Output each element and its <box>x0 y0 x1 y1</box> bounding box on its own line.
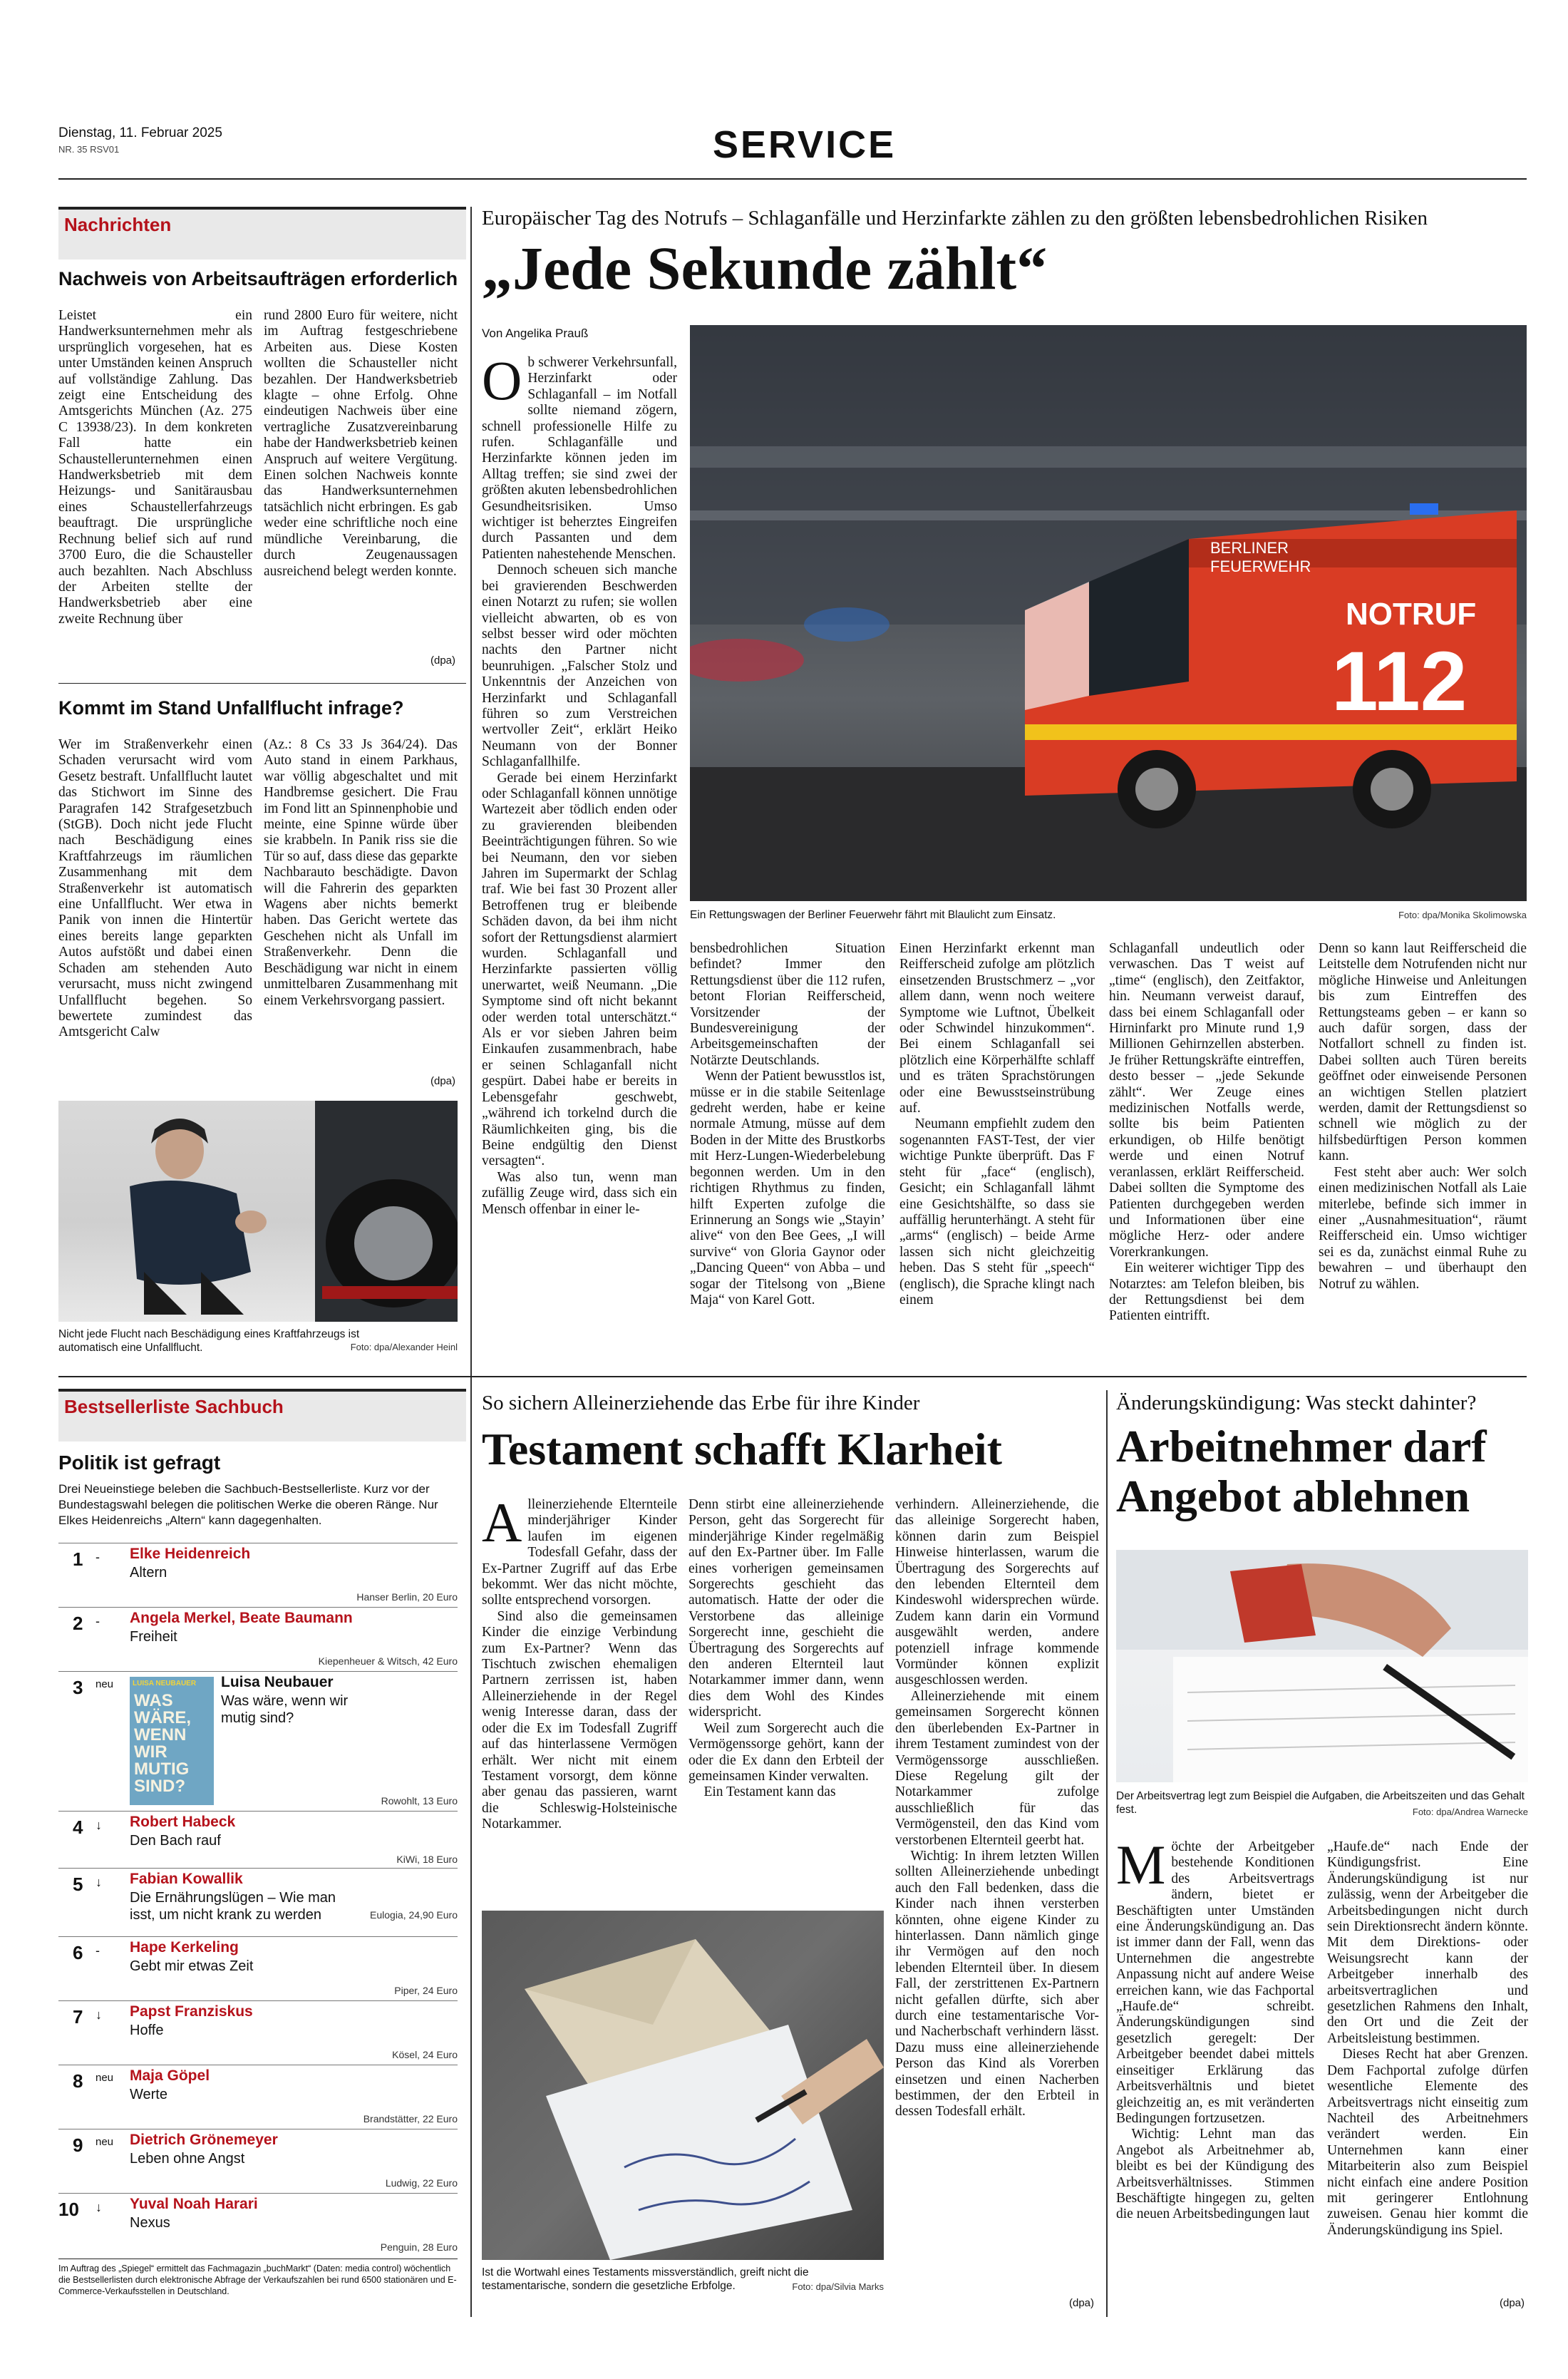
testament-col3-p1: verhindern. Alleinerziehende, die das alleinige Sorgerecht haben, können darin zum Beispiel Hinweise hinterlassen, warum die Übertragung des Sorgerechts auf den lebenden Elternteil dem Kindeswohl widersprechen würde. Zudem kann darin ein Vormund ausgewählt werden, andere potenziell infrage kommende Vormünder können explizit ausgeschlossen werden. <box>895 1497 1099 1688</box>
entry-title: Altern <box>130 1565 167 1581</box>
entry-title: Nexus <box>130 2215 170 2231</box>
entry-rank: 7 <box>73 2006 83 2028</box>
lead-col5-p1: Denn so kann laut Reifferscheid die Leitstelle dem Notrufenden nicht nur mögliche Hinweise und Anleitungen bis zum Eintreffen des Rettungsteams geben – er kann so auch dafür sorgen, dass der Notfallort schnell zu finden ist. Dabei sollten auch Türen bereits geöffnet oder einweisende Personen an wichtigen Stellen platziert werden, damit der Rettungsdienst so schnell wie möglich zu der hilfsbedürftigen Person kommen kann. <box>1319 941 1527 1164</box>
lead-photo-illustration <box>690 325 1527 901</box>
testament-kicker: So sichern Alleinerziehende das Erbe für ihre Kinder <box>482 1392 920 1414</box>
testament-photo-caption: Ist die Wortwahl eines Testaments missverständlich, greift nicht die testamentarische, sondern die gesetzliche Erbfolge. <box>482 2266 809 2292</box>
entry-author: Luisa Neubauer <box>221 1674 334 1690</box>
testament-col1 <box>482 1497 677 1901</box>
lead-col1-p2: Dennoch scheuen sich manche bei gravierenden Beschwerden einen Notarzt zu rufen; sie wollen vielleicht abwarten, ob es von selbst besser wird oder möchten nachts den Partner nicht beunruhigen. „Falscher Stolz und Unkenntnis der Anzeichen von Herzinfarkt und Schlaganfall führen so zum Verstreichen wertvoller Zeit“, erklärt Heiko Neumann von der Bonner Schlaganfallhilfe. <box>482 562 677 770</box>
news-item2-text2: (Az.: 8 Cs 33 Js 364/24). Das Auto stand in einem Parkhaus, war völlig abgeschaltet und mit Handbremse gesichert. Die Frau im Fond litt an Spinnenphobie und meinte, eine Spinne würde über sie krabbeln. In Panik riss sie die Tür so auf, dass diese das geparkte Nachbarauto beschädigte. Davon will die Fahrerin des geparkten Wagens aber nichts bemerkt haben. Das Gericht wertete das Geschehen nicht als Unfall im Straßenverkehr. Denn die Beschädigung war nicht in einem unmittelbaren Zusammenhang mit einem Verkehrsvorgang passiert. <box>264 737 458 1008</box>
news-item1-text1: Leistet ein Handwerksunternehmen mehr als ursprünglich vorgesehen, hat es unter Umständen keinen Anspruch auf vollständige Zahlung. Das zeigt eine Entscheidung des Amtsgerichts München (Az. 275 C 13938/23). In dem konkreten Fall hatte ein Schaustellerunternehmen einen Handwerksbetrieb mit dem Heizungs- und Sanitärausbau eines Schaustellerfahrzeugs beauftragt. Die ursprüngliche Rechnung belief sich auf rund 3700 Euro, die die Schausteller auch bezahlten. Nach Abschluss der Arbeiten stellte der Handwerksbetrieb aber eine zweite Rechnung über <box>58 308 252 627</box>
entry-trend: neu <box>96 2072 114 2084</box>
list-item <box>58 2003 458 2060</box>
entry-rank: 3 <box>73 1677 83 1698</box>
entry-author: Angela Merkel, Beate Baumann <box>130 1610 353 1626</box>
entry-title: Gebt mir etwas Zeit <box>130 1958 254 1974</box>
lead-photo-caption: Ein Rettungswagen der Berliner Feuerwehr fährt mit Blaulicht zum Einsatz. <box>690 909 1056 921</box>
kuendigung-headline: Arbeitnehmer darf Angebot ablehnen <box>1116 1421 1487 1521</box>
book-cover-title: WAS WÄRE, WENN WIR MUTIG SIND? <box>134 1691 191 1796</box>
entry-trend: neu <box>96 2136 114 2148</box>
entry-publisher: Hanser Berlin, 20 Euro <box>356 1591 458 1603</box>
news-photo-caption: Nicht jede Flucht nach Beschädigung eines Kraftfahrzeugs ist automatisch eine Unfallflucht. <box>58 1328 360 1354</box>
lead-col1-p4: Was also tun, wenn man zufällig Zeuge wird, dass sich ein Mensch offenbar in einer le- <box>482 1169 677 1217</box>
kuendigung-dropcap: M <box>1116 1839 1166 1896</box>
news-item1-col2 <box>264 308 458 672</box>
entry-trend: ↓ <box>96 2200 102 2214</box>
lead-col2-p1: bensbedrohlichen Situation befindet? Immer den Rettungsdienst über die 112 rufen, betont Florian Reifferscheid, Vorsitzender der Bundesvereinigung der Arbeitsgemeinschaften der Notärzte Deutschlands. <box>690 941 885 1068</box>
bestseller-list <box>58 1543 458 2256</box>
lead-headline: „Jede Sekunde zählt“ <box>482 234 1048 302</box>
lead-col1-p3: Gerade bei einem Herzinfarkt oder Schlaganfall können unnötige Wartezeit aber tödlich enden oder zu gravierenden bleibenden Beeinträchtigungen führen. So wie bei Neumann, den vor sieben Jahren im Supermarkt der Schlag traf. Wie bei fast 30 Prozent aller Betroffenen trug er bleibende Schäden davon, da bei ihm nicht sofort der Rettungsdienst alarmiert wurden. Schlaganfall und Herzinfarkte passierten völlig unerwartet, weiß Neumann. „Die Symptome sind oft nicht bekannt oder werden total unterschätzt.“ Als er vor sieben Jahren beim Einkaufen zusammenbrach, habe er seinen Schlaganfall nicht gespürt. Dabei habe er bereits in Lebensgefahr geschwebt, „während ich torkelnd durch die Räumlichkeiten ging, bis die Beine endgültig den Dienst versagten“. <box>482 770 677 1169</box>
lead-photo-credit: Foto: dpa/Monika Skolimowska <box>1398 910 1527 920</box>
entry-author: Elke Heidenreich <box>130 1546 251 1562</box>
entry-divider <box>58 1936 458 1937</box>
entry-trend: ↓ <box>96 1818 102 1832</box>
lead-col3 <box>899 941 1095 1336</box>
entry-rank: 4 <box>73 1817 83 1838</box>
entry-publisher: Rowohlt, 13 Euro <box>381 1795 458 1807</box>
entry-rank: 1 <box>73 1548 83 1570</box>
entry-author: Hape Kerkeling <box>130 1939 239 1956</box>
lead-col4 <box>1109 941 1304 1336</box>
testament-col1-text1: lleinerziehende Elternteile minderjähriger Kinder laufen im eigenen Todesfall Gefahr, dass der Ex-Partner Zugriff auf das Erbe bekommt. Wer das nicht möchte, sollte entsprechend vorsorgen. <box>482 1497 677 1608</box>
bestseller-header: Bestsellerliste Sachbuch <box>64 1396 284 1417</box>
entry-trend: neu <box>96 1678 114 1690</box>
entry-divider <box>58 1868 458 1869</box>
lead-kicker: Europäischer Tag des Notrufs – Schlaganfälle und Herzinfarkte zählen zu den größten lebensbedrohlichen Risiken <box>482 207 1428 230</box>
entry-trend: - <box>96 1943 100 1958</box>
kuendigung-agency: (dpa) <box>1500 2297 1525 2309</box>
bestseller-header-bar <box>58 1389 466 1442</box>
testament-col3 <box>895 1497 1099 2310</box>
news-header: Nachrichten <box>64 214 172 235</box>
entry-publisher: Kösel, 24 Euro <box>392 2049 458 2060</box>
entry-title: Die Ernährungslügen – Wie man isst, um nicht krank zu werden <box>130 1890 336 1923</box>
testament-agency: (dpa) <box>1069 2297 1095 2309</box>
list-item <box>58 1610 458 1667</box>
section-title: SERVICE <box>713 123 897 166</box>
list-item <box>58 1814 458 1865</box>
entry-publisher: Eulogia, 24,90 Euro <box>370 1909 458 1921</box>
entry-title: Leben ohne Angst <box>130 2151 245 2167</box>
entry-rank: 5 <box>73 1874 83 1895</box>
list-item <box>58 1871 458 1935</box>
divider-right <box>1106 1390 1108 2317</box>
kuendigung-photo <box>1116 1550 1528 1782</box>
list-item <box>58 1939 458 1996</box>
entry-title: Was wäre, wenn wir mutig sind? <box>221 1693 349 1726</box>
kuendigung-col1-p2: Wichtig: Lehnt man das Angebot als Arbeitnehmer ab, bleibt es bei der Kündigung des Arbeitsverhältnisses. Stimmen Beschäftigte hingegen zu, gelten die neuen Arbeitsbedingungen laut <box>1116 2127 1314 2222</box>
lead-col4-p1: Schlaganfall undeutlich oder verwaschen. Das T weist auf „time“ (englisch), den Zeitfaktor, hin. Neumann verweist darauf, dass bei einem Schlaganfall oder Hirninfarkt pro Minute rund 1,9 Millionen Gehirnzellen absterben. Je früher Rettungskräfte eintreffen, desto besser – „jede Sekunde zählt“. Wer Zeuge eines medizinischen Notfalls werde, sollte bis beim Patienten erkundigen, ob Hilfe benötigt werde und einen Notruf veranlassen, erklärt Reifferscheid. Dabei sollten die Symptome des Patienten durchgegeben werden und Informationen über eine mögliche Herz- oder andere Vorerkrankungen. <box>1109 941 1304 1260</box>
entry-divider <box>58 2193 458 2194</box>
kuendigung-col1-text1: öchte der Arbeitgeber bestehende Konditionen des Arbeitsvertrags ändern, bietet er Beschäftigten unter Umständen eine Änderungskündigung an. Das ist immer dann der Fall, wenn das Unternehmen die angestrebte Anpassung nicht auf andere Weise erreichen kann, wie das Fachportal „Haufe.de“ schreibt. Änderungskündigungen sind gesetzlich geregelt: Der Arbeitgeber beendet dabei mittels einseitiger Erklärung das Arbeitsverhältnis und bietet gleichzeitig an, es mit veränderten Bedingungen fortzusetzen. <box>1116 1839 1314 2126</box>
testament-dropcap: A <box>482 1497 522 1553</box>
kuendigung-col1 <box>1116 1839 1314 2310</box>
lead-col3-p1: Einen Herzinfarkt erkennt man Reifferscheid zufolge am plötzlich einsetzenden Brustschmerz – „vor allem dann, wenn noch weitere Symptome wie Luftnot, Übelkeit oder Schwindel hinzukommen“. Bei einem Schlaganfall sei plötzlich eine Körperhälfte schlaff und es träten Sprachstörungen oder eine Bewusstseinstrübung auf. <box>899 941 1095 1116</box>
entry-publisher: Penguin, 28 Euro <box>380 2241 458 2253</box>
entry-author: Dietrich Grönemeyer <box>130 2132 278 2148</box>
lead-col2-p2: Wenn der Patient bewusstlos ist, müsse er in die stabile Seitenlage gedreht werden, habe er keine normale Atmung, müsse auf dem Boden in der Mitte des Brustkorbs mit Herz-Lungen-Wiederbelebung begonnen werden. Um in den richtigen Rhythmus zu finden, hilft Experten zufolge die Erinnerung an Songs wie „Stayin’ alive“ von den Bee Gees, „I will survive“ von Gloria Gaynor oder „Dancing Queen“ von Abba – und sogar der Titelsong von „Biene Maja“ von Karel Gott. <box>690 1069 885 1307</box>
kuendigung-photo-credit: Foto: dpa/Andrea Warnecke <box>1412 1807 1528 1817</box>
news-item2-agency: (dpa) <box>430 1075 456 1087</box>
list-item <box>58 2067 458 2124</box>
news-item2-text1: Wer im Straßenverkehr einen Schaden verursacht wird vom Gesetz bestraft. Unfallflucht lautet das Stichwort im Sinne des Paragrafen 142 Strafgesetzbuch (StGB). Doch nicht jede Flucht nach Beschädigung eines Kraftfahrzeugs im räumlichen Zusammenhang mit dem Straßenverkehr ist automatisch eine Unfallflucht. Wer etwa in Panik von innen die Hintertür eines bereits lange geparkten Autos aufstößt und dabei einen Schaden am stehenden Auto verursacht, muss nicht zwingend Unfallflucht begehen. So bewertete zumindest das Amtsgericht Calw <box>58 737 252 1040</box>
testament-col2-p3: Ein Testament kann das <box>703 1784 836 1800</box>
news-item2-col2 <box>264 737 458 1094</box>
entry-trend: ↓ <box>96 2008 102 2022</box>
entry-publisher: Brandstätter, 22 Euro <box>363 2113 458 2124</box>
ambulance-label-4: 112 <box>1331 634 1468 729</box>
ambulance-label-2: FEUERWEHR <box>1210 558 1311 575</box>
bestseller-intro: Drei Neueinstiege beleben die Sachbuch-Bestsellerliste. Kurz vor der Bundestagswahl belegen die politischen Werke die oberen Ränge. Nur Elkes Heidenreichs „Altern“ kann dagegenhalten. <box>58 1482 438 1527</box>
lead-col1-text1: b schwerer Verkehrsunfall, Herzinfarkt oder Schlaganfall – im Notfall sollte niemand zögern, schnell professionelle Hilfe zu rufen. Schlaganfälle und Herzinfarkte können jeden im Alltag treffen; sie sind zwei der größten akuten lebensbedrohlichen Gesundheitsrisiken. Umso wichtiger ist beherztes Eingreifen durch Passanten und dem Patienten nahestehende Menschen. <box>482 355 677 562</box>
entry-author: Fabian Kowallik <box>130 1871 243 1887</box>
entry-divider <box>58 1811 458 1812</box>
testament-headline: Testament schafft Klarheit <box>482 1424 1002 1474</box>
entry-rank: 9 <box>73 2134 83 2156</box>
bestseller-footnote: Im Auftrag des „Spiegel“ ermittelt das Fachmagazin „buchMarkt“ (Daten: media control) wöchentlich die Bestsellerlisten durch elektronische Abfrage der Verkaufszahlen bei rund 6500 stationären und E-Commerce-Verkaufsstellen in Deutschland. <box>58 2264 457 2296</box>
divider-left <box>470 207 472 2317</box>
entry-rank: 10 <box>58 2199 79 2220</box>
testament-photo-credit: Foto: dpa/Silvia Marks <box>792 2281 884 2292</box>
entry-trend: - <box>96 1550 100 1564</box>
entry-title: Werte <box>130 2087 167 2102</box>
entry-author: Yuval Noah Harari <box>130 2196 258 2212</box>
entry-author: Maja Göpel <box>130 2067 210 2084</box>
news-item1-col1 <box>58 308 252 672</box>
entry-trend: - <box>96 1614 100 1628</box>
ambulance-label-1: BERLINER <box>1210 539 1289 557</box>
news-rule <box>58 683 466 684</box>
lead-byline: Von Angelika Prauß <box>482 327 589 340</box>
kuendigung-col2-p1: „Haufe.de“ nach Ende der Kündigungsfrist. Eine Änderungskündigung ist nur zulässig, wenn der Arbeitgeber die Arbeitsbedingungen nicht durch sein Direktionsrecht ändern könnte. Mit dem Direktions- oder Weisungsrecht kann der Arbeitgeber innerhalb des arbeitsvertraglichen und gesetzlichen Rahmens den Inhalt, den Ort und die Zeit der Arbeitsleistung bestimmen. <box>1327 1839 1528 2046</box>
testament-col3-p2: Alleinerziehende mit einem gemeinsamen Sorgerecht können den überlebenden Ex-Partner in ihrem Testament zumindest von der Vermögenssorge ausschließen. Diese Regelung gilt der Notarkammer zufolge ausschließlich für das Vermögensteil, den das Kind vom verstorbenen Elternteil geerbt hat. <box>895 1688 1099 1848</box>
testament-col1-p1 <box>482 1497 677 1609</box>
lead-col5-p2: Fest steht aber auch: Wer solch einen medizinischen Notfall als Laie miterlebe, befinde sich immer in einer „Ausnahmesituation“, räumt Reifferscheid ein. Umso wichtiger sei es da, zunächst einmal Ruhe zu bewahren – und überhaupt den Notruf zu wählen. <box>1319 1164 1527 1292</box>
testament-col2-p1: Denn stirbt eine alleinerziehende Person, geht das Sorgerecht für minderjährige Kinder regelmäßig auf den Ex-Partner über. Im Falle eines vorherigen gemeinsamen Sorgerechts geschieht das automatisch. Hatte der oder die Verstorbene das alleinige Sorgerecht inne, geschieht die Übertragung des Sorgerechts auf den anderen Elternteil laut Notarkammer immer dann, wenn dies dem Wohl des Kindes widerspricht. <box>688 1497 884 1720</box>
masthead-date: Dienstag, 11. Februar 2025 <box>58 125 222 140</box>
news-item1-text2: rund 2800 Euro für weitere, nicht im Auftrag festgeschriebene Arbeiten aus. Diese Kosten wollten die Schausteller nicht bezahlen. Der Handwerksbetrieb klagte – ohne Erfolg. Ohne eindeutigen Nachweis über eine vertragliche Zusatzvereinbarung habe der Handwerksbetrieb keinen Anspruch auf weitere Vergütung. Einen solchen Nachweis konnte das Handwerksunternehmen tatsächlich nicht erbringen. Es gab weder eine schriftliche noch eine mündliche Vereinbarung, die durch Zeugenaussagen ausreichend belegt werden konnte. <box>264 308 458 579</box>
testament-col2 <box>688 1497 884 1901</box>
testament-col1-p2: Sind also die gemeinsamen Kinder die einzige Verbindung zum Ex-Partner? Wenn das Tischtuch zwischen ehemaligen Partnern zerrissen ist, haben Alleinerziehende in der Regel wenig Interesse daran, dass der oder die Ex im Todesfall Zugriff auf das hinterlassene Vermögen erhält. Wer nicht mit einem Testament vorsorgt, dem könne aber genau das passieren, warnt die Schleswig-Holsteinische Notarkammer. <box>482 1608 677 1832</box>
entry-title: Den Bach rauf <box>130 1833 221 1849</box>
entry-publisher: Piper, 24 Euro <box>394 1985 458 1996</box>
kuendigung-col2-p2: Dieses Recht hat aber Grenzen. Dem Fachportal zufolge dürfen wesentliche Elemente des Arbeitsvertrags nicht einseitig zum Nachteil des Arbeitnehmers verändert werden. Ein Unternehmen kann einer Mitarbeiterin also zum Beispiel nicht einfach eine andere Position mit geringerer Entlohnung zuweisen. Genau hier kommt die Änderungskündigung ins Spiel. <box>1327 2047 1528 2238</box>
entry-title: Freiheit <box>130 1629 177 1645</box>
list-item <box>58 2196 458 2253</box>
lead-col1-p1 <box>482 355 677 562</box>
book-cover-author: LUISA NEUBAUER <box>133 1680 197 1687</box>
testament-photo <box>482 1911 884 2260</box>
entry-publisher: Kiepenheuer & Witsch, 42 Euro <box>318 1655 458 1667</box>
lead-photo <box>690 325 1527 901</box>
list-item <box>58 1546 458 1603</box>
testament-col3-p3: Wichtig: In ihrem letzten Willen sollten Alleinerziehende unbedingt auch den Fall bedenken, dass die Kinder nach ihnen versterben könnten, ohne eigene Kinder zu hinterlassen. Dann nämlich ginge ihr Vermögen auf den noch lebenden Elternteil über. In diesem Fall, der zerstrittenen Ex-Partnern nicht gefallen dürfte, sich aber durch eine testamentarische Vor- und Nacherbschaft verhindern lässt. Dazu muss eine alleinerziehende Person das Kind als Vorerben einsetzen und einen Nacherben bestimmen, der den Erbteil in dessen Todesfall erhält. <box>895 1848 1099 2119</box>
lead-col4-p2: Ein weiterer wichtiger Tipp des Notarztes: am Telefon bleiben, bis der Rettungsdienst bei dem Patienten eintrifft. <box>1109 1260 1304 1324</box>
news-photo <box>58 1101 458 1322</box>
lead-col5 <box>1319 941 1527 1336</box>
entry-rank: 2 <box>73 1613 83 1634</box>
lead-col2 <box>690 941 885 1336</box>
news-header-bar <box>58 207 466 260</box>
testament-col2-p2: Weil zum Sorgerecht auch die Vermögenssorge gehört, kann der oder die Ex dann den Erbteil der gemeinsamen Kinder verwalten. <box>688 1720 884 1784</box>
lead-col3-p2: Neumann empfiehlt zudem den sogenannten FAST-Test, der vier wichtige Punkte überprüft. Das F steht für „face“ (englisch), Gesicht; ein Schlaganfall lähmt eine Gesichtshälfte, so dass sie auffällig herunterhängt. A steht für „arms“ (englisch) – beide Arme lassen sich nicht gleichzeitig heben. Das S steht für „speech“ (englisch), die Sprache klingt nach einem <box>899 1116 1095 1307</box>
entry-title: Hoffe <box>130 2023 164 2038</box>
ambulance-label-3: NOTRUF <box>1346 597 1477 632</box>
entry-divider <box>58 1671 458 1672</box>
lead-dropcap: O <box>482 355 522 411</box>
entry-trend: ↓ <box>96 1875 102 1889</box>
masthead-rule <box>58 178 1527 180</box>
kuendigung-col1-p1 <box>1116 1839 1314 2127</box>
list-item <box>58 1674 458 1831</box>
entry-publisher: KiWi, 18 Euro <box>396 1854 458 1865</box>
kuendigung-col2 <box>1327 1839 1528 2310</box>
news-photo-credit: Foto: dpa/Alexander Heinl <box>350 1342 458 1352</box>
news-item2-headline: Kommt im Stand Unfallflucht infrage? <box>58 697 404 719</box>
entry-author: Papst Franziskus <box>130 2003 253 2020</box>
masthead-edition: NR. 35 RSV01 <box>58 144 120 155</box>
entry-divider <box>58 2000 458 2001</box>
entry-rank: 8 <box>73 2070 83 2092</box>
testament-photo-illustration <box>482 1911 884 2260</box>
entry-author: Robert Habeck <box>130 1814 236 1830</box>
news-item1-agency: (dpa) <box>430 654 456 667</box>
lead-col1 <box>482 355 677 1335</box>
news-item1-headline: Nachweis von Arbeitsaufträgen erforderlich <box>58 268 458 289</box>
news-item2-col1 <box>58 737 252 1094</box>
mid-rule <box>58 1376 1527 1377</box>
kuendigung-photo-illustration <box>1116 1550 1528 1782</box>
book-cover <box>130 1677 214 1805</box>
news-photo-illustration <box>58 1101 458 1322</box>
entry-publisher: Ludwig, 22 Euro <box>385 2177 458 2189</box>
entry-divider <box>58 1607 458 1608</box>
list-item <box>58 2132 458 2189</box>
bestseller-title: Politik ist gefragt <box>58 1451 221 1474</box>
kuendigung-kicker: Änderungskündigung: Was steckt dahinter? <box>1116 1392 1477 1414</box>
kuendigung-photo-caption: Der Arbeitsvertrag legt zum Beispiel die Aufgaben, die Arbeitszeiten und das Gehalt fest. <box>1116 1790 1525 1816</box>
entry-rank: 6 <box>73 1942 83 1963</box>
